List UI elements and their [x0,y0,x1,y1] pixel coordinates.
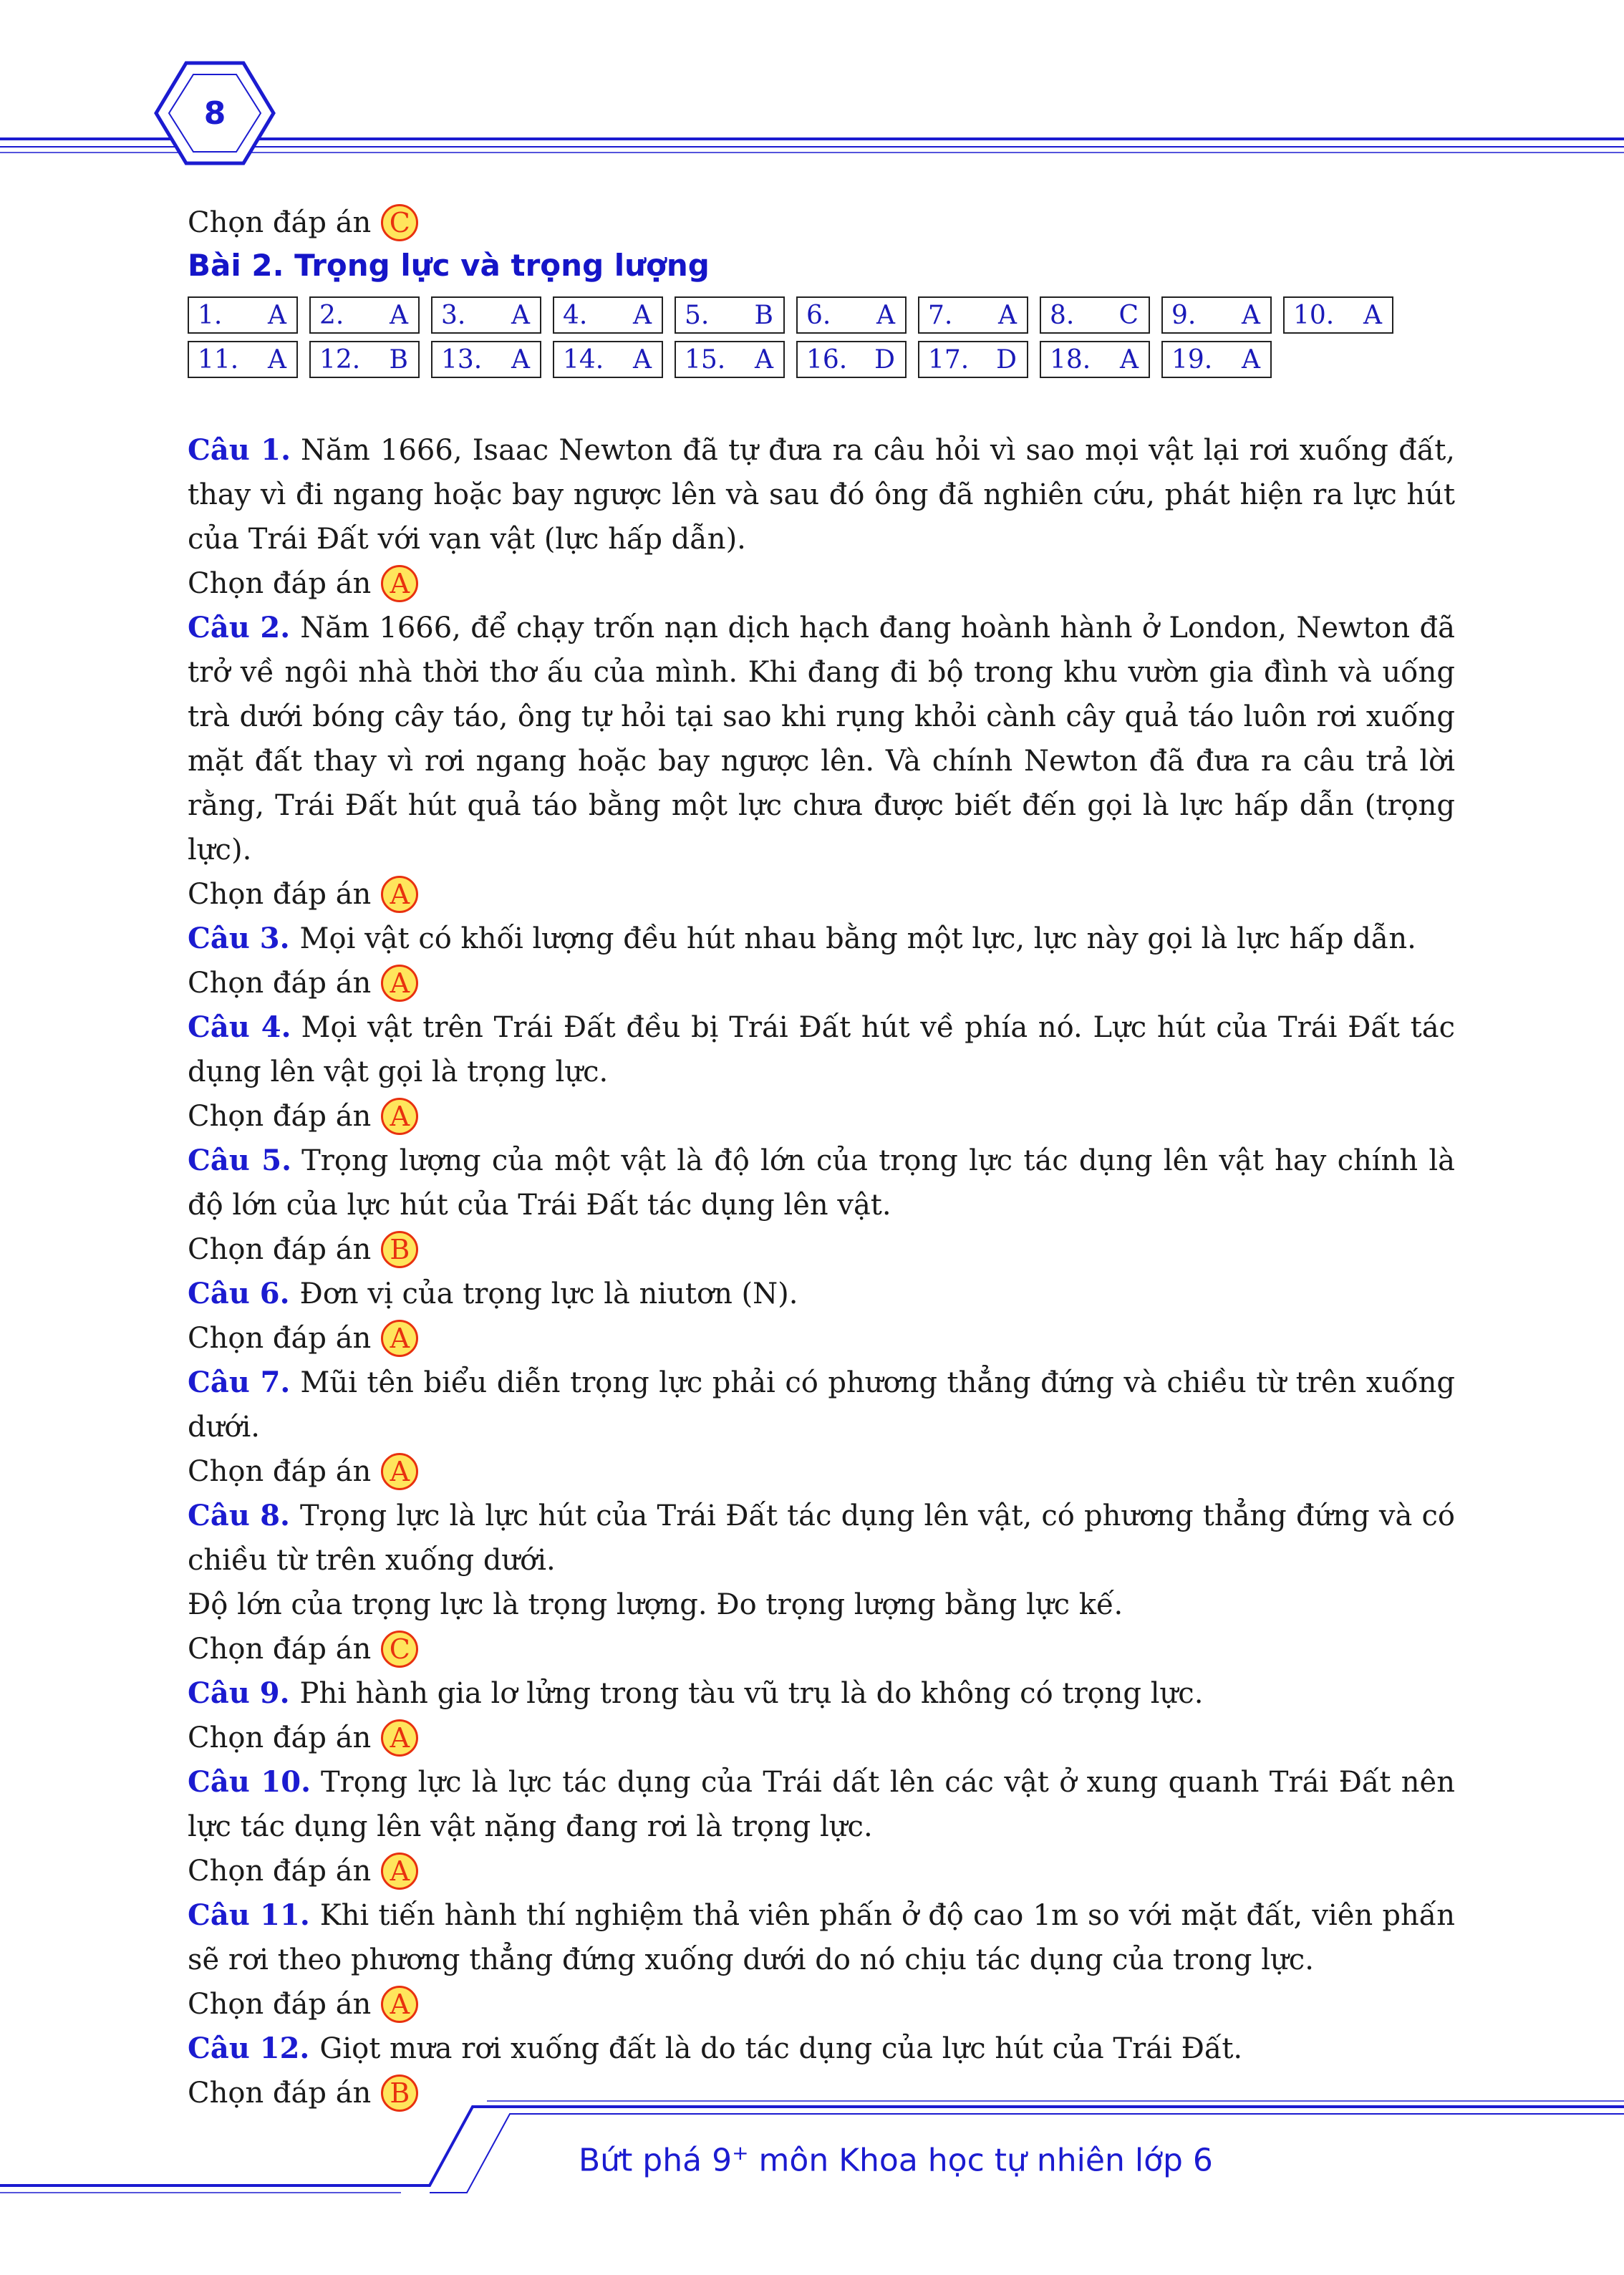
question-text: Trọng lực là lực tác dụng của Trái dất lên các vật ở xung quanh Trái Đất nên lực tác dụng lên vật nặng đang rơi là trọng lực. [188,1766,1455,1843]
question-text: Giọt mưa rơi xuống đất là do tác dụng của lực hút của Trái Đất. [319,2032,1243,2065]
question-extra-text: Độ lớn của trọng lực là trọng lượng. Đo trọng lượng bằng lực kế. [188,1588,1123,1621]
answer-prefix: Chọn đáp án [188,967,372,1000]
answer-prefix: Chọn đáp án [188,1988,372,2021]
answer-key-number: 10. [1293,300,1335,330]
question-item [188,428,1455,561]
answer-circle: A [381,1853,418,1890]
answer-key-letter: A [1242,344,1260,375]
answer-prefix: Chọn đáp án [188,1233,372,1266]
answer-key-number: 5. [685,300,710,330]
answer-key-cell [675,341,785,378]
answer-key-cell [675,296,785,334]
answer-key-number: 15. [685,344,726,375]
answer-key-cell [1161,341,1272,378]
answer-line [188,2071,1455,2115]
question-text: Mũi tên biểu diễn trọng lực phải có phương thẳng đứng và chiều từ trên xuống dưới. [188,1366,1455,1444]
question-label: Câu 8. [188,1499,290,1532]
answer-key-letter: A [511,300,530,330]
answer-key-letter: A [755,344,773,375]
answer-circle: A [381,1320,418,1357]
answer-line [188,1449,1455,1494]
answer-key-number: 3. [441,300,466,330]
page-number: 8 [203,95,226,132]
answer-key-number: 11. [198,344,239,375]
answer-key-cell [309,296,420,334]
answer-key-letter: A [511,344,530,375]
answer-key-number: 1. [198,300,223,330]
answer-key-number: 17. [928,344,970,375]
answer-key-letter: A [633,344,652,375]
previous-answer [188,201,1455,245]
answer-key-cell [1161,296,1272,334]
answer-key-table [188,296,1434,385]
answer-key-letter: D [874,344,895,375]
footer-title-sup: + [732,2141,749,2165]
answer-key-cell [431,341,541,378]
answer-key-cell [918,296,1028,334]
answer-key-number: 7. [928,300,953,330]
question-item [188,1361,1455,1449]
question-label: Câu 12. [188,2032,310,2065]
answer-key-cell [188,296,298,334]
answer-prefix: Chọn đáp án [188,1100,372,1133]
question-label: Câu 9. [188,1676,290,1710]
answer-key-letter: A [390,300,408,330]
question-text: Trọng lực là lực hút của Trái Đất tác dụng lên vật, có phương thẳng đứng và có chiều từ trên xuống dưới. [188,1499,1455,1577]
question-label: Câu 11. [188,1898,310,1932]
question-label: Câu 1. [188,433,291,467]
question-item [188,917,1455,961]
answer-prefix: Chọn đáp án [188,1455,372,1488]
question-item [188,606,1455,872]
question-item [188,1893,1455,1982]
answer-key-number: 19. [1171,344,1213,375]
answer-line [188,1316,1455,1361]
footer-title-pre: Bứt phá 9 [579,2142,733,2179]
question-item [188,1005,1455,1094]
question-label: Câu 7. [188,1366,291,1399]
answer-line [188,872,1455,917]
answer-key-cell [1040,341,1150,378]
question-label: Câu 5. [188,1144,292,1177]
footer-title-post: môn Khoa học tự nhiên lớp 6 [748,2142,1213,2179]
answer-circle: A [381,1986,418,2023]
answer-key-letter: A [1363,300,1382,330]
answer-key-cell [553,296,663,334]
answer-line [188,1227,1455,1272]
answer-key-letter: A [876,300,895,330]
answer-circle: A [381,965,418,1002]
answer-prefix: Chọn đáp án [188,567,372,600]
answer-line [188,561,1455,606]
answer-key-letter: A [633,300,652,330]
answer-key-cell [553,341,663,378]
question-item [188,1671,1455,1716]
answer-key-letter: A [268,344,286,375]
question-text: Mọi vật có khối lượng đều hút nhau bằng một lực, lực này gọi là lực hấp dẫn. [299,922,1416,955]
question-text: Năm 1666, để chạy trốn nạn dịch hạch đang hoành hành ở London, Newton đã trở về ngôi nhà thời thơ ấu của mình. Khi đang đi bộ trong khu vườn gia đình và uống trà dưới bóng cây táo, ông tự hỏi tại sao khi rụng khỏi cành cây quả táo luôn rơi xuống mặt đất thay vì rơi ngang hoặc bay ngược lên. Và chính Newton đã đưa ra câu trả lời rằng, Trái Đất hút quả táo bằng một lực chưa được biết đến gọi là lực hấp dẫn (trọng lực). [188,612,1455,866]
answer-key-letter: C [1118,300,1139,330]
answer-key-number: 8. [1050,300,1075,330]
answer-circle: A [381,876,418,913]
question-text: Đơn vị của trọng lực là niutơn (N). [299,1277,798,1310]
answer-circle: A [381,565,418,602]
question-text: Năm 1666, Isaac Newton đã tự đưa ra câu hỏi vì sao mọi vật lại rơi xuống đất, thay vì đi ngang hoặc bay ngược lên và sau đó ông đã nghiên cứu, phát hiện ra lực hút của Trái Đất với vạn vật (lực hấp dẫn). [188,434,1456,556]
answer-key-letter: A [1242,300,1260,330]
answer-key-letter: B [754,300,773,330]
answer-key-number: 18. [1050,344,1091,375]
answer-key-cell [918,341,1028,378]
question-label: Câu 4. [188,1010,291,1044]
answer-key-number: 12. [319,344,361,375]
question-item [188,2027,1455,2071]
answer-key-number: 16. [806,344,848,375]
question-label: Câu 3. [188,922,290,955]
answer-key-number: 13. [441,344,483,375]
question-text: Khi tiến hành thí nghiệm thả viên phấn ở độ cao 1m so với mặt đất, viên phấn sẽ rơi theo phương thẳng đứng xuống dưới do nó chịu tác dụng của trong lực. [188,1899,1455,1976]
answer-key-number: 6. [806,300,831,330]
answer-key-letter: B [389,344,408,375]
answer-prefix: Chọn đáp án [188,2077,372,2110]
question-text: Trọng lượng của một vật là độ lớn của trọng lực tác dụng lên vật hay chính là độ lớn của lực hút của Trái Đất tác dụng lên vật. [188,1144,1455,1222]
question-item [188,1139,1455,1227]
answer-line [188,1627,1455,1671]
question-item [188,1272,1455,1316]
answer-line [188,1716,1455,1760]
answer-prefix: Chọn đáp án [188,1855,372,1888]
answer-circle: A [381,1719,418,1757]
answer-line [188,1982,1455,2027]
question-label: Câu 6. [188,1277,290,1310]
answer-key-number: 2. [319,300,344,330]
section-title: Bài 2. Trọng lực và trọng lượng [188,248,710,283]
answer-line [188,1094,1455,1139]
answer-circle: C [381,204,418,241]
answer-key-letter: A [998,300,1017,330]
answer-key-cell [796,296,907,334]
footer-book-title [579,2141,1213,2179]
answer-key-letter: D [996,344,1017,375]
answer-line [188,961,1455,1005]
answer-line [188,1849,1455,1893]
answer-key-letter: A [1120,344,1139,375]
answer-circle: B [381,2074,418,2112]
question-item [188,1494,1455,1583]
question-list [188,428,1455,2115]
question-text: Mọi vật trên Trái Đất đều bị Trái Đất hút về phía nó. Lực hút của Trái Đất tác dụng lên vật gọi là trọng lực. [188,1011,1455,1088]
answer-prefix: Chọn đáp án [188,1633,372,1666]
page-content [188,201,1455,2115]
answer-prefix: Chọn đáp án [188,206,372,239]
answer-key-cell [188,341,298,378]
answer-prefix: Chọn đáp án [188,1322,372,1355]
question-item [188,1760,1455,1849]
answer-key-cell [796,341,907,378]
answer-key-number: 9. [1171,300,1197,330]
answer-key-number: 4. [563,300,588,330]
answer-circle: C [381,1631,418,1668]
question-text: Phi hành gia lơ lửng trong tàu vũ trụ là do không có trọng lực. [299,1677,1204,1710]
question-label: Câu 10. [188,1765,311,1799]
question-label: Câu 2. [188,611,291,644]
answer-key-cell [309,341,420,378]
answer-key-cell [1283,296,1393,334]
answer-key-number: 14. [563,344,604,375]
answer-key-letter: A [268,300,286,330]
answer-key-cell [431,296,541,334]
answer-prefix: Chọn đáp án [188,1721,372,1754]
answer-circle: B [381,1231,418,1268]
answer-circle: A [381,1098,418,1135]
answer-key-cell [1040,296,1150,334]
answer-prefix: Chọn đáp án [188,878,372,911]
answer-circle: A [381,1453,418,1490]
